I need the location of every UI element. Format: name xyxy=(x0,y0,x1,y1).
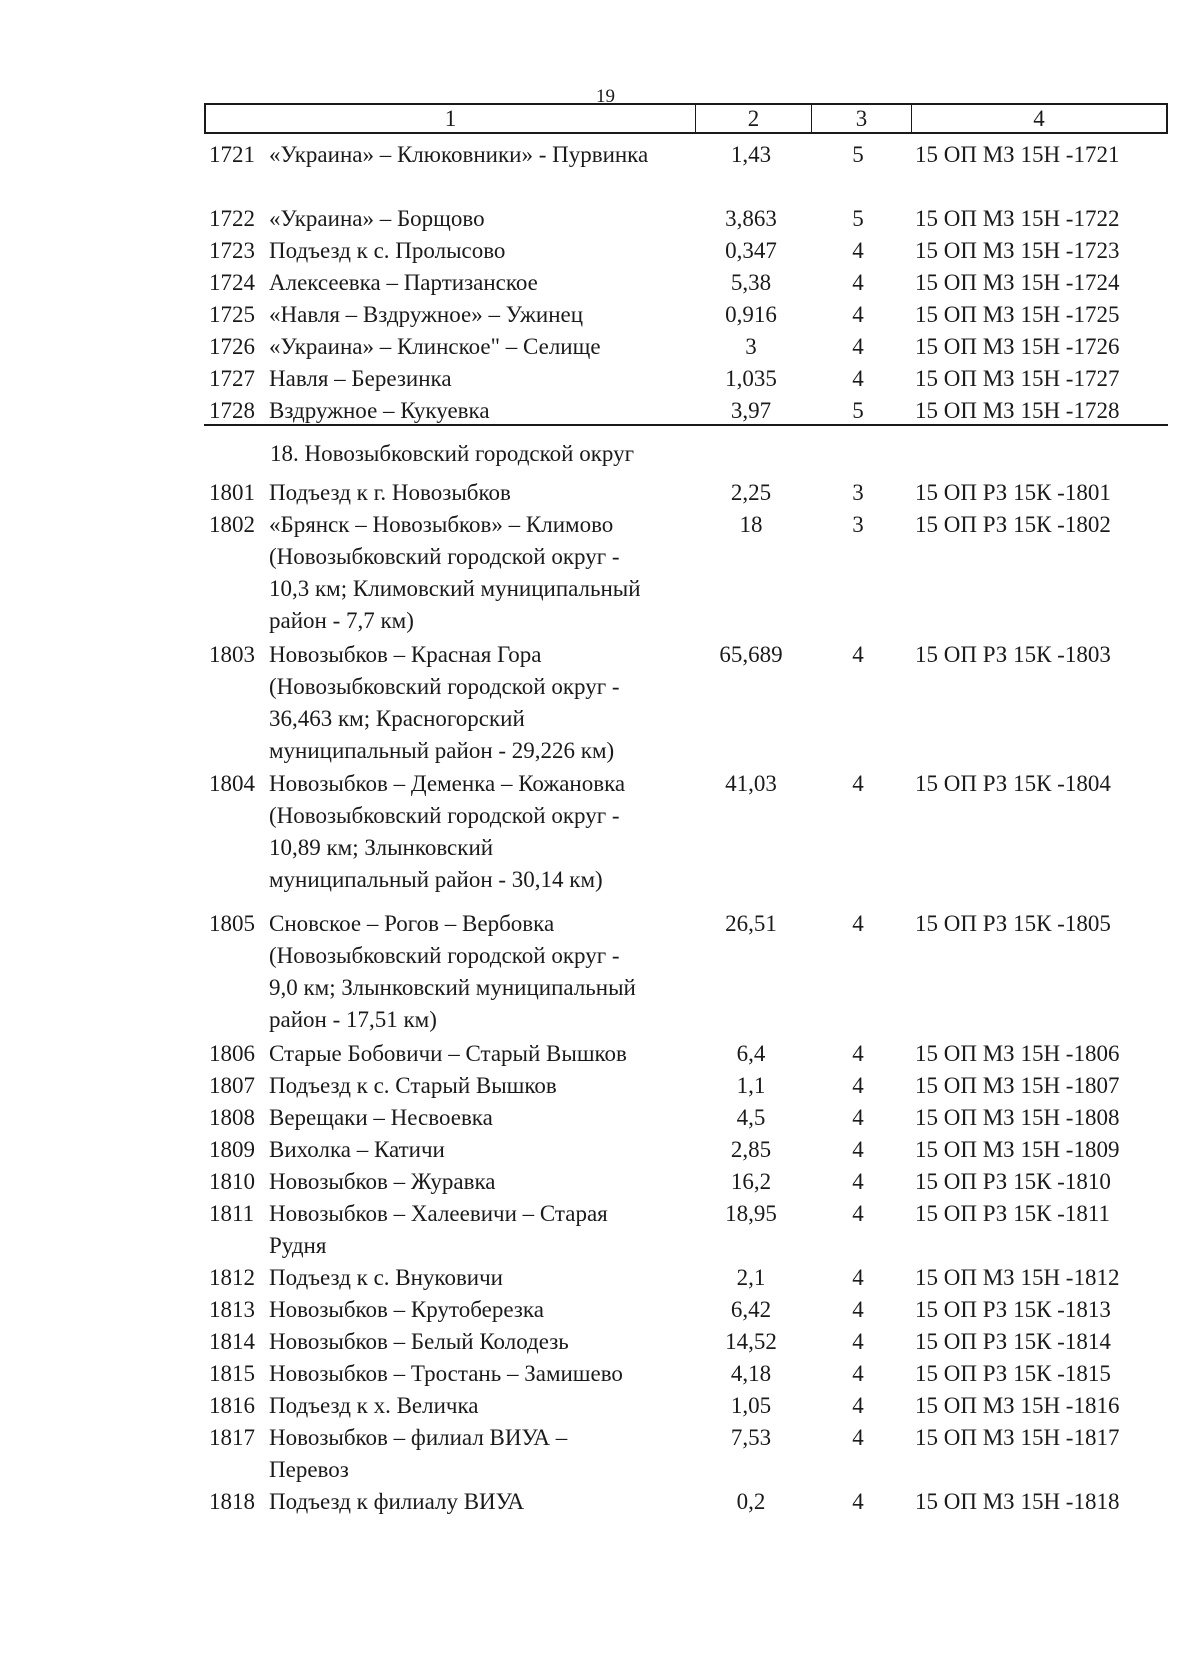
road-number: 1801 xyxy=(209,480,255,505)
header-col-2: 2 xyxy=(696,105,812,132)
road-code: 15 ОП РЗ 15К -1814 xyxy=(915,1329,1111,1354)
road-length: 6,4 xyxy=(736,1041,766,1066)
road-code: 15 ОП МЗ 15Н -1721 xyxy=(915,142,1120,167)
road-number: 1725 xyxy=(209,302,255,327)
road-category: 4 xyxy=(852,1297,864,1322)
road-number: 1810 xyxy=(209,1169,255,1194)
road-name: «Украина» – Клюковники» - Пурвинка xyxy=(269,142,649,167)
road-number: 1721 xyxy=(209,142,255,167)
road-name: Новозыбков – Красная Гора (Новозыбковский городской округ - 36,463 км; Красногорский муниципальный район - 29,226 км) xyxy=(269,642,620,763)
road-category: 4 xyxy=(852,334,864,359)
road-number: 1818 xyxy=(209,1489,255,1514)
road-name: Подъезд к х. Величка xyxy=(269,1393,479,1418)
road-length: 5,38 xyxy=(730,270,772,295)
road-code: 15 ОП МЗ 15Н -1812 xyxy=(915,1265,1120,1290)
road-category: 4 xyxy=(852,1201,864,1226)
header-col-1: 1 xyxy=(206,105,696,132)
road-name: Новозыбков – Белый Колодезь xyxy=(269,1329,569,1354)
road-length: 1,035 xyxy=(725,366,777,391)
road-number: 1806 xyxy=(209,1041,255,1066)
road-name: Старые Бобовичи – Старый Вышков xyxy=(269,1041,627,1066)
road-category: 4 xyxy=(852,1105,864,1130)
road-length: 1,1 xyxy=(736,1073,766,1098)
road-name: Подъезд к с. Старый Вышков xyxy=(269,1073,557,1098)
header-col-4: 4 xyxy=(1033,106,1045,131)
road-code: 15 ОП РЗ 15К -1815 xyxy=(915,1361,1111,1386)
road-code: 15 ОП МЗ 15Н -1808 xyxy=(915,1105,1120,1130)
road-number: 1809 xyxy=(209,1137,255,1162)
road-number: 1724 xyxy=(209,270,255,295)
road-length: 16,2 xyxy=(730,1169,772,1194)
header-col-3: 3 xyxy=(812,105,912,132)
road-category: 4 xyxy=(852,1425,864,1450)
road-category: 4 xyxy=(852,1137,864,1162)
road-number: 1816 xyxy=(209,1393,255,1418)
road-number: 1812 xyxy=(209,1265,255,1290)
section-divider xyxy=(204,424,1168,426)
road-category: 4 xyxy=(852,771,864,796)
road-number: 1722 xyxy=(209,206,255,231)
section-title: 18. Новозыбковский городской округ xyxy=(270,441,635,466)
road-number: 1728 xyxy=(209,398,255,423)
road-name: Вихолка – Катичи xyxy=(269,1137,445,1162)
road-name: Сновское – Рогов – Вербовка (Новозыбковский городской округ - 9,0 км; Злынковский муниципальный район - 17,51 км) xyxy=(269,911,636,1032)
road-number: 1815 xyxy=(209,1361,255,1386)
road-category: 4 xyxy=(852,302,864,327)
road-length: 3,97 xyxy=(730,398,772,423)
road-length: 18 xyxy=(739,512,763,537)
road-category: 3 xyxy=(852,480,864,505)
road-code: 15 ОП РЗ 15К -1813 xyxy=(915,1297,1111,1322)
road-code: 15 ОП МЗ 15Н -1818 xyxy=(915,1489,1120,1514)
road-code: 15 ОП МЗ 15Н -1728 xyxy=(915,398,1120,423)
road-category: 4 xyxy=(852,911,864,936)
road-code: 15 ОП РЗ 15К -1802 xyxy=(915,512,1111,537)
road-category: 5 xyxy=(852,206,864,231)
road-length: 0,916 xyxy=(725,302,777,327)
road-length: 3,863 xyxy=(725,206,777,231)
road-code: 15 ОП РЗ 15К -1810 xyxy=(915,1169,1111,1194)
road-name: Навля – Березинка xyxy=(269,366,452,391)
road-length: 7,53 xyxy=(730,1425,772,1450)
road-category: 4 xyxy=(852,1361,864,1386)
road-code: 15 ОП МЗ 15Н -1725 xyxy=(915,302,1120,327)
table-header xyxy=(204,103,1168,134)
road-code: 15 ОП МЗ 15Н -1726 xyxy=(915,334,1120,359)
road-length: 41,03 xyxy=(725,771,777,796)
road-category: 4 xyxy=(852,1265,864,1290)
road-name: Подъезд к с. Пролысово xyxy=(269,238,506,263)
road-code: 15 ОП МЗ 15Н -1809 xyxy=(915,1137,1120,1162)
road-length: 18,95 xyxy=(725,1201,777,1226)
road-length: 3 xyxy=(745,334,757,359)
road-name: Новозыбков – Тростань – Замишево xyxy=(269,1361,623,1386)
road-number: 1805 xyxy=(209,911,255,936)
road-length: 1,43 xyxy=(730,142,772,167)
road-category: 4 xyxy=(852,238,864,263)
road-category: 3 xyxy=(852,512,864,537)
road-code: 15 ОП МЗ 15Н -1723 xyxy=(915,238,1120,263)
road-code: 15 ОП МЗ 15Н -1807 xyxy=(915,1073,1120,1098)
road-code: 15 ОП РЗ 15К -1804 xyxy=(915,771,1111,796)
road-category: 4 xyxy=(852,1329,864,1354)
road-number: 1803 xyxy=(209,642,255,667)
road-length: 1,05 xyxy=(730,1393,772,1418)
road-category: 4 xyxy=(852,270,864,295)
road-category: 4 xyxy=(852,642,864,667)
road-category: 4 xyxy=(852,1169,864,1194)
road-name: «Брянск – Новозыбков» – Климово (Новозыбковский городской округ - 10,3 км; Климовский муниципальный район - 7,7 км) xyxy=(269,512,641,633)
road-name: «Украина» – Борщово xyxy=(269,206,485,231)
road-length: 14,52 xyxy=(725,1329,777,1354)
road-code: 15 ОП МЗ 15Н -1817 xyxy=(915,1425,1120,1450)
road-name: Подъезд к филиалу ВИУА xyxy=(269,1489,525,1514)
road-length: 4,5 xyxy=(736,1105,766,1130)
road-category: 5 xyxy=(852,398,864,423)
road-number: 1811 xyxy=(209,1201,255,1226)
road-code: 15 ОП МЗ 15Н -1722 xyxy=(915,206,1120,231)
road-number: 1804 xyxy=(209,771,255,796)
road-code: 15 ОП РЗ 15К -1801 xyxy=(915,480,1111,505)
road-code: 15 ОП МЗ 15Н -1806 xyxy=(915,1041,1120,1066)
road-length: 0,2 xyxy=(736,1489,766,1514)
road-length: 6,42 xyxy=(730,1297,772,1322)
road-length: 2,85 xyxy=(730,1137,772,1162)
road-name: Вздружное – Кукуевка xyxy=(269,398,490,423)
road-code: 15 ОП РЗ 15К -1803 xyxy=(915,642,1111,667)
road-number: 1814 xyxy=(209,1329,255,1354)
road-category: 4 xyxy=(852,1489,864,1514)
road-name: Алексеевка – Партизанское xyxy=(269,270,538,295)
road-length: 0,347 xyxy=(725,238,777,263)
road-number: 1802 xyxy=(209,512,255,537)
page-number: 19 xyxy=(596,86,615,107)
road-code: 15 ОП РЗ 15К -1811 xyxy=(915,1201,1110,1226)
road-name: Новозыбков – Крутоберезка xyxy=(269,1297,544,1322)
road-length: 65,689 xyxy=(719,642,783,667)
road-category: 4 xyxy=(852,366,864,391)
road-number: 1813 xyxy=(209,1297,255,1322)
road-name: Подъезд к с. Внуковичи xyxy=(269,1265,503,1290)
road-name: Новозыбков – филиал ВИУА – Перевоз xyxy=(269,1425,568,1482)
road-category: 4 xyxy=(852,1393,864,1418)
road-number: 1817 xyxy=(209,1425,255,1450)
road-category: 4 xyxy=(852,1073,864,1098)
road-length: 2,25 xyxy=(730,480,772,505)
road-name: «Украина» – Клинское" – Селище xyxy=(269,334,601,359)
road-code: 15 ОП РЗ 15К -1805 xyxy=(915,911,1111,936)
road-number: 1807 xyxy=(209,1073,255,1098)
road-code: 15 ОП МЗ 15Н -1727 xyxy=(915,366,1120,391)
road-category: 4 xyxy=(852,1041,864,1066)
road-length: 2,1 xyxy=(736,1265,766,1290)
road-number: 1808 xyxy=(209,1105,255,1130)
road-length: 4,18 xyxy=(730,1361,772,1386)
road-code: 15 ОП МЗ 15Н -1724 xyxy=(915,270,1120,295)
road-code: 15 ОП МЗ 15Н -1816 xyxy=(915,1393,1120,1418)
road-number: 1726 xyxy=(209,334,255,359)
road-number: 1727 xyxy=(209,366,255,391)
road-name: Новозыбков – Халеевичи – Старая Рудня xyxy=(269,1201,608,1258)
road-name: Новозыбков – Журавка xyxy=(269,1169,496,1194)
road-length: 26,51 xyxy=(725,911,777,936)
road-name: Новозыбков – Деменка – Кожановка (Новозыбковский городской округ - 10,89 км; Злынковский муниципальный район - 30,14 км) xyxy=(269,771,626,892)
road-number: 1723 xyxy=(209,238,255,263)
road-name: Верещаки – Несвоевка xyxy=(269,1105,493,1130)
road-name: Подъезд к г. Новозыбков xyxy=(269,480,511,505)
road-name: «Навля – Вздружное» – Ужинец xyxy=(269,302,584,327)
road-category: 5 xyxy=(852,142,864,167)
